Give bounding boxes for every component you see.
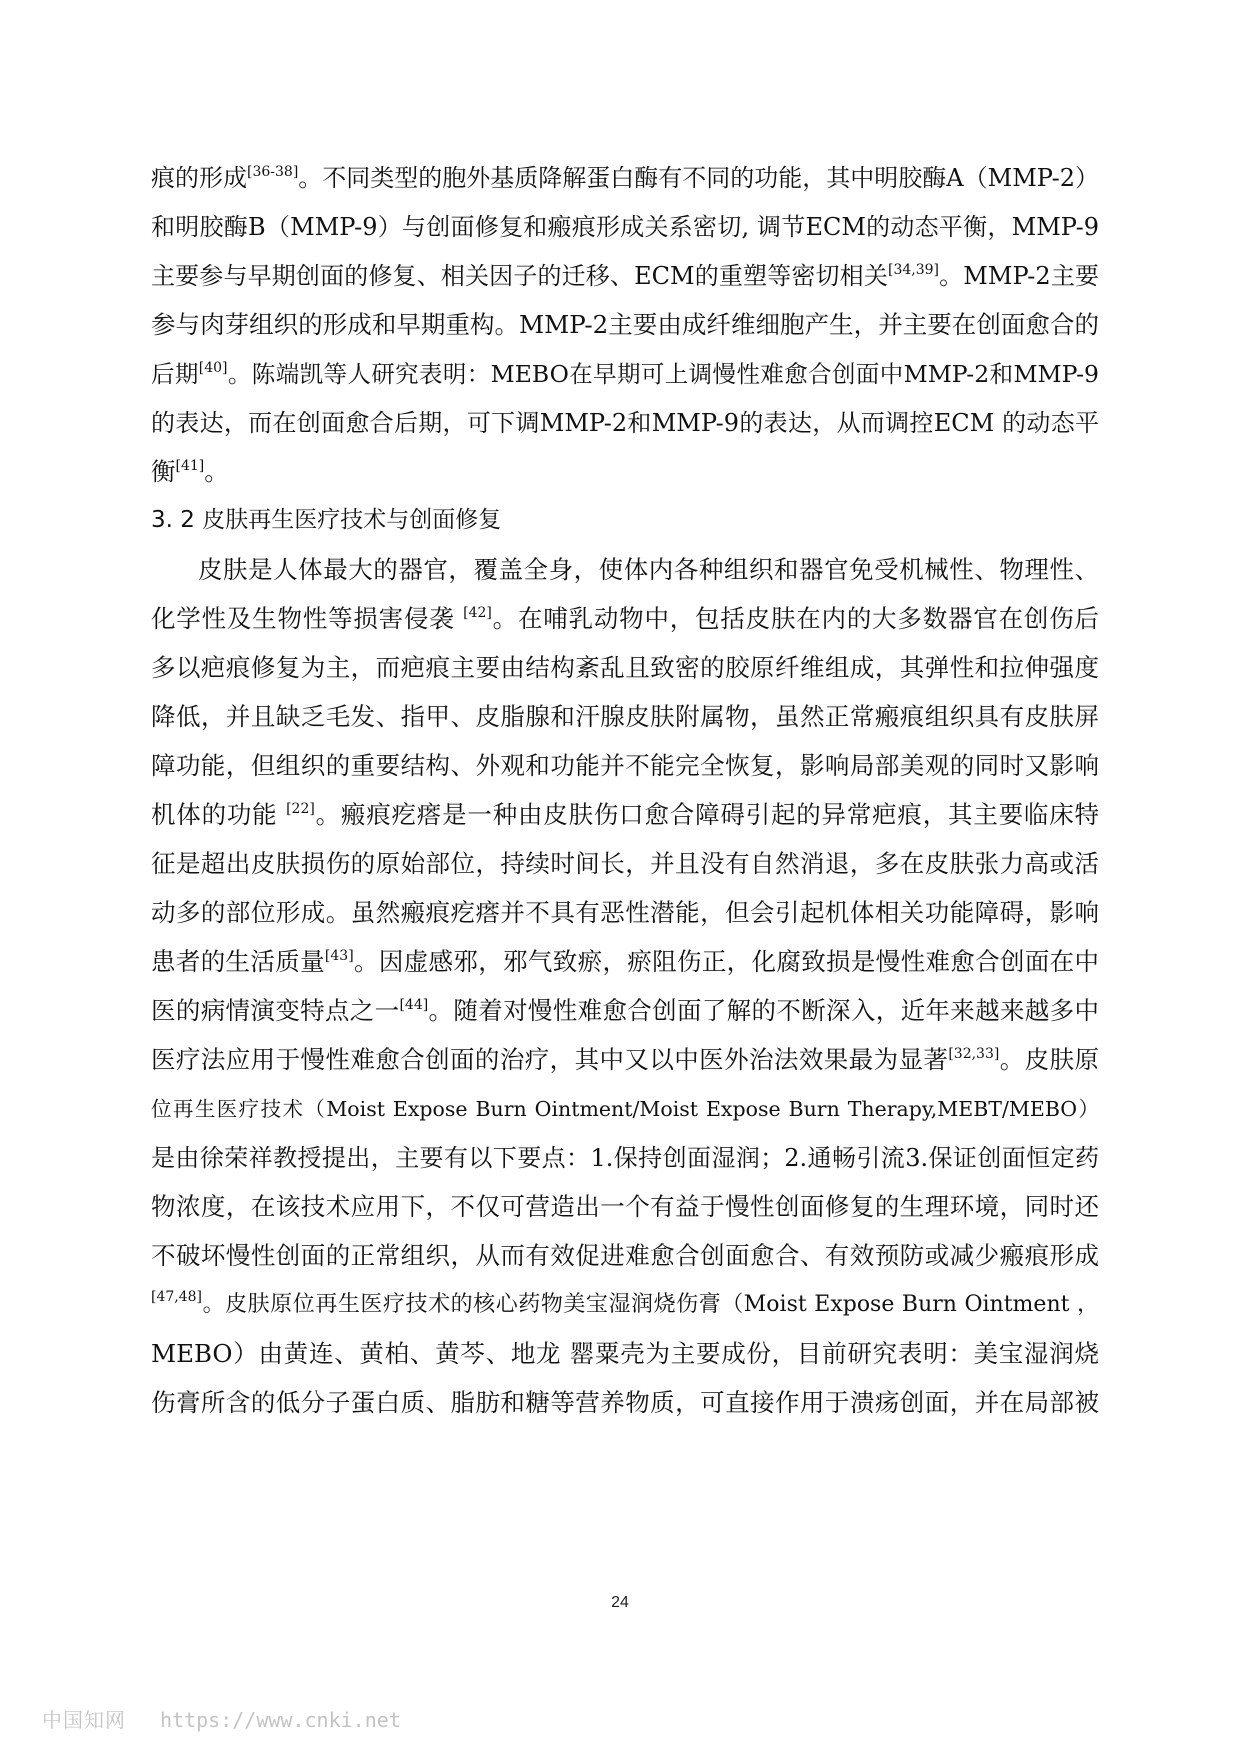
text-line: 参与肉芽组织的形成和早期重构。MMP-2主要由成纤维细胞产生，并主要在创面愈合的: [151, 310, 1099, 339]
text-line: 障功能，但组织的重要结构、外观和功能并不能完全恢复，影响局部美观的同时又影响: [151, 751, 1099, 780]
text-line: 伤膏所含的低分子蛋白质、脂肪和糖等营养物质，可直接作用于溃疡创面，并在局部被: [151, 1388, 1099, 1417]
text-line: 动多的部位形成。虽然瘢痕疙瘩并不具有恶性潜能，但会引起机体相关功能障碍，影响: [151, 898, 1099, 927]
watermark-url: https://www.cnki.net: [160, 1708, 401, 1732]
citation: [40]: [198, 360, 228, 376]
text-line: 化学性及生物性等损害侵袭 [42]。在哺乳动物中，包括皮肤在内的大多数器官在创伤后: [151, 604, 1099, 633]
text-line: 后期[40]。陈端凯等人研究表明：MEBO在早期可上调慢性难愈合创面中MMP-2和MMP-9: [151, 360, 1100, 388]
section-heading: 3. 2 皮肤再生医疗技术与创面修复: [151, 507, 502, 533]
text-line: 医的病情演变特点之一[44]。随着对慢性难愈合创面了解的不断深入，近年来越来越多中: [151, 996, 1100, 1025]
text-line: 位再生医疗技术（Moist Expose Burn Ointment/Moist Expose Burn Therapy,MEBT/MEBO）: [151, 1097, 1099, 1121]
text-line: 医疗法应用于慢性难愈合创面的治疗，其中又以中医外治法效果最为显著[32,33]。皮肤原: [151, 1045, 1100, 1074]
citation: [43]: [324, 948, 354, 964]
text-line: 多以疤痕修复为主，而疤痕主要由结构紊乱且致密的胶原纤维组成，其弹性和拉伸强度: [151, 653, 1099, 682]
text-line: 患者的生活质量[43]。因虚感邪，邪气致瘀，瘀阻伤正，化腐致损是慢性难愈合创面在中: [151, 947, 1100, 976]
text-line: 机体的功能 [22]。瘢痕疙瘩是一种由皮肤伤口愈合障碍引起的异常疤痕，其主要临床特: [151, 800, 1100, 829]
text-line: 痕的形成[36-38]。不同类型的胞外基质降解蛋白酶有不同的功能，其中明胶酶A（MMP-2）: [151, 164, 1099, 192]
citation: [47,48]: [151, 1289, 203, 1305]
citation: [41]: [175, 458, 205, 474]
page-number: 24: [611, 1594, 629, 1611]
text-line: 和明胶酶B（MMP-9）与创面修复和瘢痕形成关系密切, 调节ECM的动态平衡，MMP-9: [151, 213, 1099, 241]
text-line: 皮肤是人体最大的器官，覆盖全身，使体内各种组织和器官免受机械性、物理性、: [198, 555, 1099, 584]
text-line: 是由徐荣祥教授提出，主要有以下要点：1.保持创面湿润；2.通畅引流3.保证创面恒定药: [151, 1144, 1099, 1172]
citation: [34,39]: [887, 262, 939, 278]
cnki-watermark: [42, 1705, 401, 1735]
text-line: 不破坏慢性创面的正常组织，从而有效促进难愈合创面愈合、有效预防或减少瘢痕形成: [151, 1241, 1099, 1270]
text-line: MEBO）由黄连、黄柏、黄芩、地龙 罂粟壳为主要成份，目前研究表明：美宝湿润烧: [151, 1339, 1099, 1368]
text-line: 衡[41]。: [151, 457, 229, 486]
text-line: 降低，并且缺乏毛发、指甲、皮脂腺和汗腺皮肤附属物，虽然正常瘢痕组织具有皮肤屏: [151, 702, 1099, 731]
citation: [44]: [399, 997, 429, 1013]
citation: [36-38]: [247, 164, 299, 180]
citation: [42]: [463, 605, 492, 621]
watermark-site-name: 中国知网: [42, 1708, 126, 1732]
text-line: [47,48]。皮肤原位再生医疗技术的核心药物美宝湿润烧伤膏（Moist Expose Burn Ointment ，: [151, 1289, 1099, 1317]
citation: [32,33]: [948, 1046, 1000, 1062]
text-line: 主要参与早期创面的修复、相关因子的迁移、ECM的重塑等密切相关[34,39]。MMP-2主要: [151, 262, 1099, 290]
citation: [22]: [286, 801, 315, 817]
text-line: 征是超出皮肤损伤的原始部位，持续时间长，并且没有自然消退，多在皮肤张力高或活: [151, 849, 1099, 878]
text-line: 的表达，而在创面愈合后期，可下调MMP-2和MMP-9的表达，从而调控ECM 的动态平: [151, 409, 1099, 437]
text-line: 物浓度，在该技术应用下，不仅可营造出一个有益于慢性创面修复的生理环境，同时还: [151, 1192, 1099, 1221]
